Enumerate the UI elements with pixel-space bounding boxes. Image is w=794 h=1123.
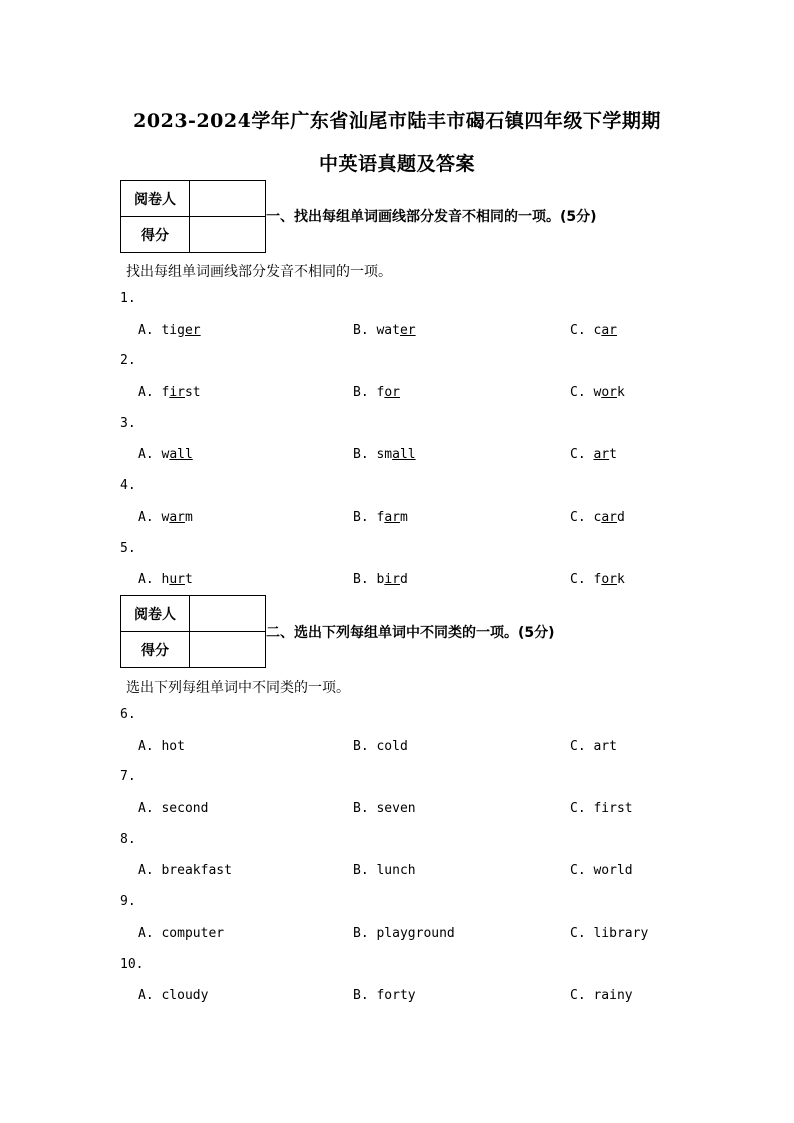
answer-option-b[interactable] bbox=[353, 988, 416, 1003]
answer-option-a[interactable] bbox=[138, 801, 208, 816]
section-heading-1: 一、找出每组单词画线部分发音不相同的一项。(5分) bbox=[266, 209, 597, 225]
underlined-letters: ar bbox=[601, 509, 617, 525]
answer-option-b[interactable] bbox=[353, 385, 400, 400]
option-text-tail: d bbox=[616, 509, 625, 525]
answer-option-c[interactable] bbox=[570, 801, 633, 816]
score-label: 得分 bbox=[121, 632, 190, 668]
option-text-tail: k bbox=[616, 384, 625, 400]
answer-option-b[interactable] bbox=[353, 572, 408, 587]
option-text-tail: st bbox=[184, 384, 201, 400]
option-text-tail: m bbox=[184, 509, 193, 525]
option-text-tail: k bbox=[616, 572, 625, 588]
score-cell[interactable] bbox=[190, 217, 266, 253]
underlined-letters: or bbox=[384, 384, 400, 400]
answer-option-c[interactable] bbox=[570, 572, 625, 587]
answer-option-a[interactable] bbox=[138, 323, 201, 338]
score-cell[interactable] bbox=[190, 632, 266, 668]
option-text: A. f bbox=[138, 384, 170, 400]
question-number: 1. bbox=[120, 291, 136, 306]
underlined-letters: ar bbox=[601, 322, 617, 338]
question-number: 2. bbox=[120, 353, 136, 369]
option-text: B. seven bbox=[353, 800, 416, 816]
option-text-tail: d bbox=[399, 572, 408, 588]
score-box-1 bbox=[120, 180, 266, 253]
answer-option-c[interactable] bbox=[570, 323, 617, 338]
option-text-tail: t bbox=[609, 447, 617, 463]
option-text: B. f bbox=[353, 509, 385, 525]
option-text: A. breakfast bbox=[138, 863, 232, 879]
answer-option-a[interactable] bbox=[138, 572, 193, 587]
answer-option-a[interactable] bbox=[138, 926, 224, 941]
question-number: 7. bbox=[120, 769, 136, 785]
answer-option-c[interactable] bbox=[570, 988, 633, 1003]
answer-option-a[interactable] bbox=[138, 739, 185, 754]
option-text: A. cloudy bbox=[138, 988, 209, 1004]
answer-option-b[interactable] bbox=[353, 863, 416, 878]
option-text: A. w bbox=[138, 447, 170, 463]
answer-option-a[interactable] bbox=[138, 385, 201, 400]
option-text: A. tig bbox=[138, 322, 185, 338]
answer-option-b[interactable] bbox=[353, 323, 416, 338]
score-label: 得分 bbox=[121, 217, 190, 253]
reviewer-label: 阅卷人 bbox=[121, 596, 190, 632]
question-number: 6. bbox=[120, 707, 136, 722]
option-text: B. wat bbox=[353, 322, 400, 338]
option-text: B. playground bbox=[353, 925, 455, 941]
answer-option-a[interactable] bbox=[138, 863, 232, 878]
underlined-letters: ar bbox=[169, 509, 185, 525]
option-text: C. f bbox=[570, 572, 602, 588]
underlined-letters: or bbox=[601, 384, 617, 400]
option-text: A. h bbox=[138, 572, 170, 588]
option-text: C. c bbox=[570, 509, 602, 525]
option-text: B. cold bbox=[353, 738, 408, 754]
option-text: C. w bbox=[570, 384, 602, 400]
underlined-letters: all bbox=[169, 447, 193, 463]
reviewer-label: 阅卷人 bbox=[121, 181, 190, 217]
option-text: C. world bbox=[570, 863, 633, 879]
option-text: C. library bbox=[570, 925, 649, 941]
option-text: C. c bbox=[570, 322, 602, 338]
document-title-line1: 2023-2024学年广东省汕尾市陆丰市碣石镇四年级下学期期 bbox=[133, 110, 661, 132]
option-text: A. second bbox=[138, 800, 209, 816]
question-number: 5. bbox=[120, 540, 136, 556]
option-text: A. hot bbox=[138, 738, 185, 754]
underlined-letters: er bbox=[184, 322, 201, 338]
underlined-letters: ar bbox=[384, 509, 400, 525]
section-heading-2: 二、选出下列每组单词中不同类的一项。(5分) bbox=[266, 625, 555, 641]
answer-option-a[interactable] bbox=[138, 988, 208, 1003]
option-text: B. forty bbox=[353, 988, 416, 1004]
document-title-line2: 中英语真题及答案 bbox=[318, 153, 475, 175]
score-box-2 bbox=[120, 595, 266, 668]
option-text: C. art bbox=[570, 738, 617, 754]
option-text: B. sm bbox=[353, 447, 393, 463]
answer-option-c[interactable] bbox=[570, 385, 625, 400]
underlined-letters: all bbox=[392, 447, 416, 463]
reviewer-cell[interactable] bbox=[190, 181, 266, 217]
section-instruction-1: 找出每组单词画线部分发音不相同的一项。 bbox=[126, 264, 392, 280]
answer-option-c[interactable] bbox=[570, 863, 633, 878]
answer-option-c[interactable] bbox=[570, 926, 648, 941]
answer-option-c[interactable] bbox=[570, 510, 625, 525]
question-number: 8. bbox=[120, 831, 136, 847]
option-text: C. rainy bbox=[570, 988, 633, 1004]
answer-option-a[interactable] bbox=[138, 510, 193, 525]
option-text: A. w bbox=[138, 509, 170, 525]
answer-option-b[interactable] bbox=[353, 510, 408, 525]
answer-option-c[interactable] bbox=[570, 447, 617, 462]
underlined-letters: or bbox=[601, 572, 617, 588]
underlined-letters: ur bbox=[169, 572, 185, 588]
reviewer-cell[interactable] bbox=[190, 596, 266, 632]
underlined-letters: ir bbox=[384, 572, 400, 588]
option-text: B. lunch bbox=[353, 863, 416, 879]
answer-option-b[interactable] bbox=[353, 447, 416, 462]
section-instruction-2: 选出下列每组单词中不同类的一项。 bbox=[126, 680, 350, 696]
answer-option-a[interactable] bbox=[138, 447, 193, 462]
option-text: B. f bbox=[353, 384, 385, 400]
answer-option-b[interactable] bbox=[353, 926, 455, 941]
question-number: 3. bbox=[120, 415, 136, 431]
question-number: 4. bbox=[120, 478, 136, 494]
option-text-tail: t bbox=[184, 572, 193, 588]
option-text: B. b bbox=[353, 572, 385, 588]
answer-option-b[interactable] bbox=[353, 739, 408, 754]
option-text: C. first bbox=[570, 800, 633, 816]
answer-option-b[interactable] bbox=[353, 801, 416, 816]
option-text: C. bbox=[570, 447, 594, 463]
option-text: A. computer bbox=[138, 925, 225, 941]
option-text-tail: m bbox=[399, 509, 408, 525]
underlined-letters: ir bbox=[169, 384, 185, 400]
answer-option-c[interactable] bbox=[570, 739, 617, 754]
question-number: 9. bbox=[120, 894, 136, 910]
question-number: 10. bbox=[120, 956, 144, 972]
underlined-letters: er bbox=[399, 322, 416, 338]
underlined-letters: ar bbox=[593, 447, 610, 463]
